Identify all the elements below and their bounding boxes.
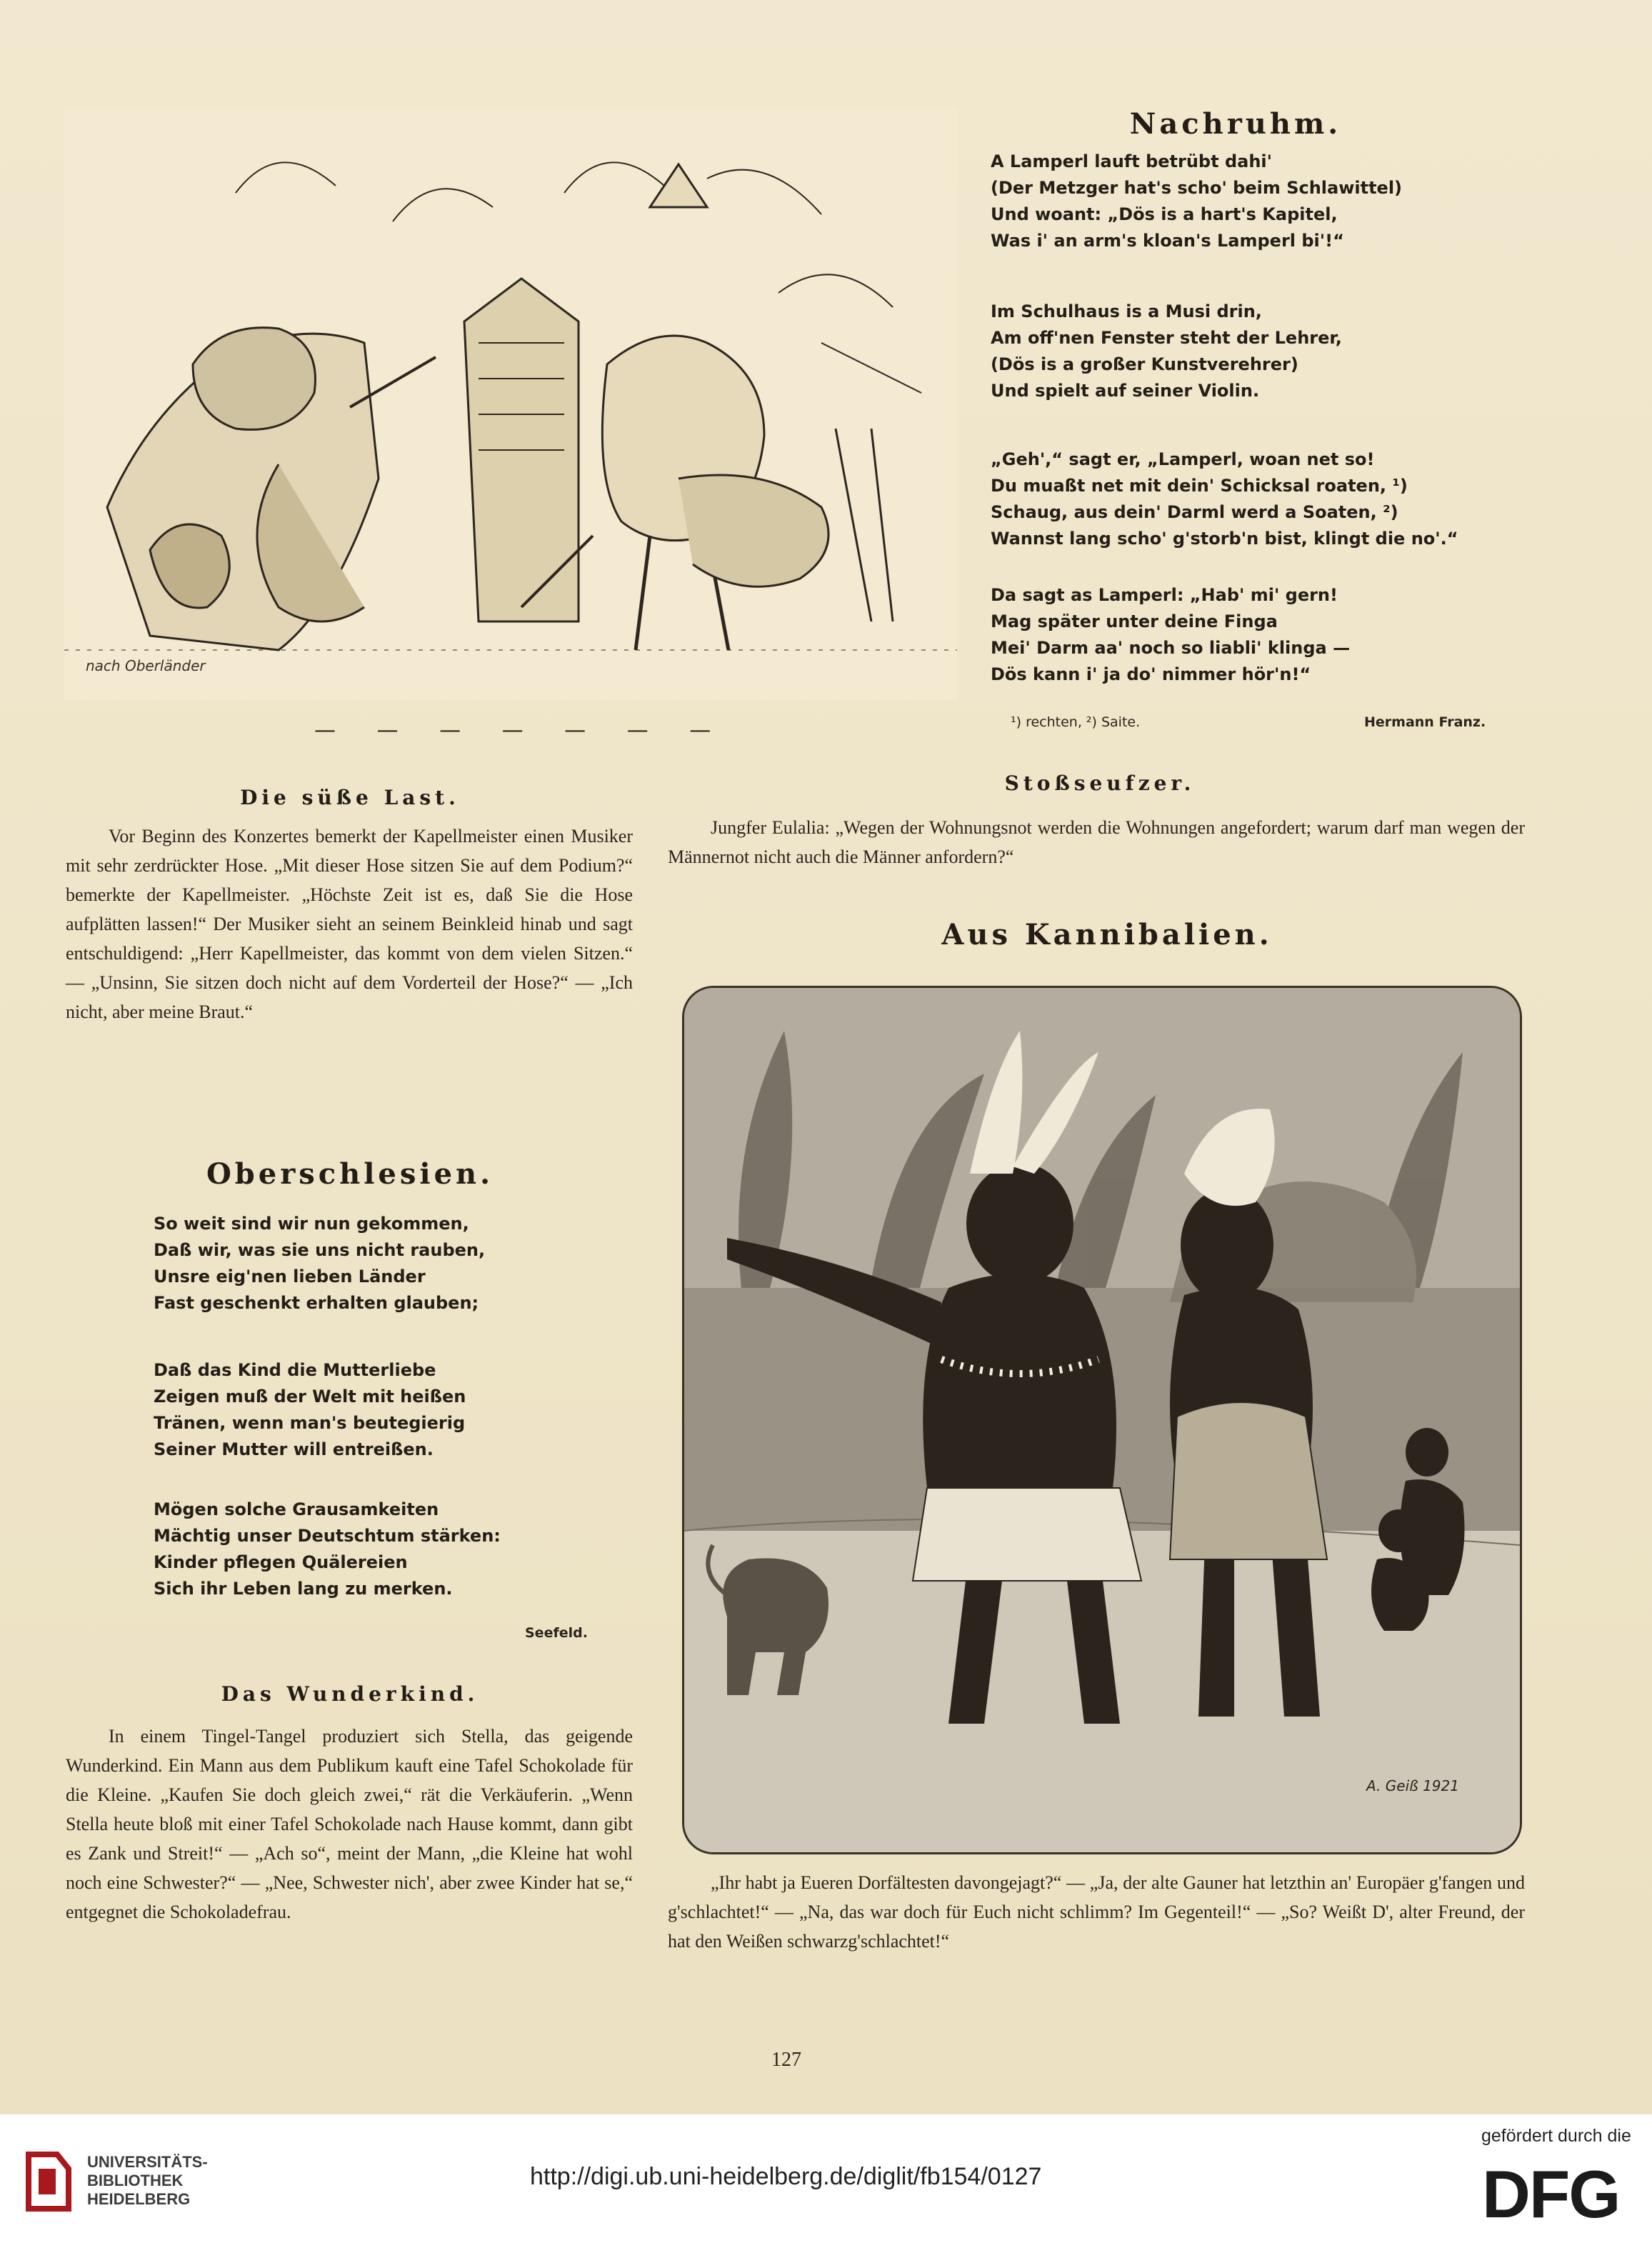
nachruhm-stanza bbox=[991, 299, 1342, 404]
illustration-signature: nach Oberländer bbox=[86, 657, 206, 674]
library-name bbox=[87, 2153, 208, 2209]
poem-line: Daß das Kind die Mutterliebe bbox=[154, 1360, 436, 1380]
nachruhm-stanza bbox=[991, 582, 1350, 688]
kannibalien-caption: „Ihr habt ja Eueren Dorfältesten davongejagt?“ — „Ja, der alte Gauner hat letzthin an' Europäer g'fangen und g'schlachtet!“ — „Na, das war doch für Euch nicht schlimm? Im Gegenteil!“ — „So? Weißt D', alter Freund, der hat den Weißen schwarzg'schlachtet!“ bbox=[668, 1872, 1525, 1952]
poem-line: A Lamperl lauft betrübt dahi' bbox=[991, 151, 1272, 171]
suesse-last-text: Vor Beginn des Konzertes bemerkt der Kapellmeister einen Musiker mit sehr zerdrückter Hose. „Mit dieser Hose sitzen Sie auf dem Podium?“ bemerkte der Kapellmeister. „Höchste Zeit ist es, daß Sie die Hose aufplätten lassen!“ Der Musiker sieht an seinem Beinkleid hinab und sagt entschuldigend: „Herr Kapellmeister, das kommt von dem vielen Sitzen.“ — „Unsinn, Sie sitzen doch nicht auf dem Vorderteil der Hose?“ — „Ich nicht, aber meine Braut.“ bbox=[66, 826, 633, 1022]
oberschlesien-title: Oberschlesien. bbox=[206, 1157, 494, 1191]
oberschlesien-stanza bbox=[154, 1211, 485, 1317]
stossseufzer-text: Jungfer Eulalia: „Wegen der Wohnungsnot werden die Wohnungen angefordert; warum darf man wegen der Männernot nicht auch die Männer anfordern?“ bbox=[668, 817, 1525, 867]
poem-line: Zeigen muß der Welt mit heißen bbox=[154, 1387, 466, 1407]
poem-line: So weit sind wir nun gekommen, bbox=[154, 1214, 469, 1234]
library-name-line: HEIDELBERG bbox=[87, 2190, 191, 2208]
oberschlesien-author: Seefeld. bbox=[525, 1625, 588, 1641]
nachruhm-stanza bbox=[991, 446, 1458, 552]
poem-line: Unsre eig'nen lieben Länder bbox=[154, 1267, 426, 1287]
wunderkind-title: Das Wunderkind. bbox=[221, 1682, 479, 1706]
kannibalien-title: Aus Kannibalien. bbox=[941, 918, 1273, 951]
poem-line: Sich ihr Leben lang zu merken. bbox=[154, 1579, 453, 1599]
nachruhm-title: Nachruhm. bbox=[1129, 107, 1342, 141]
funding-caption: gefördert durch die bbox=[1481, 2126, 1631, 2146]
dfg-logo: DFG bbox=[1482, 2157, 1620, 2232]
section-separator: — — — — — — — bbox=[314, 718, 729, 743]
kannibalien-illustration bbox=[682, 986, 1522, 1854]
poem-line: (Der Metzger hat's scho' beim Schlawittel) bbox=[991, 178, 1403, 198]
poem-line: Da sagt as Lamperl: „Hab' mi' gern! bbox=[991, 585, 1338, 605]
poem-line: Mächtig unser Deutschtum stärken: bbox=[154, 1526, 501, 1546]
poem-line: Dös kann i' ja do' nimmer hör'n!“ bbox=[991, 664, 1311, 684]
footer-bar bbox=[0, 2114, 1652, 2243]
poem-line: Fast geschenkt erhalten glauben; bbox=[154, 1293, 479, 1313]
poem-line: Am off'nen Fenster steht der Lehrer, bbox=[991, 328, 1342, 348]
oberschlesien-stanza bbox=[154, 1497, 501, 1602]
library-name-line: UNIVERSITÄTS- bbox=[87, 2153, 208, 2171]
poem-line: Wannst lang scho' g'storb'n bist, klingt die no'.“ bbox=[991, 529, 1458, 549]
poem-line: Mei' Darm aa' noch so liabli' klinga — bbox=[991, 638, 1351, 658]
poem-line: Du muaßt net mit dein' Schicksal roaten, ¹) bbox=[991, 476, 1408, 496]
poem-line: Schaug, aus dein' Darml werd a Soaten, ²) bbox=[991, 502, 1398, 522]
kannibalien-signature: A. Geiß 1921 bbox=[1366, 1777, 1459, 1794]
library-logo-icon bbox=[21, 2147, 76, 2219]
poem-line: Daß wir, was sie uns nicht rauben, bbox=[154, 1240, 486, 1260]
suesse-last-title: Die süße Last. bbox=[240, 786, 460, 809]
poem-line: Und woant: „Dös is a hart's Kapitel, bbox=[991, 204, 1338, 224]
poem-line: Im Schulhaus is a Musi drin, bbox=[991, 301, 1262, 321]
nachruhm-author: Hermann Franz. bbox=[1364, 714, 1486, 730]
nachruhm-stanza bbox=[991, 149, 1402, 254]
poem-line: Mag später unter deine Finga bbox=[991, 611, 1278, 631]
oberschlesien-stanza bbox=[154, 1357, 466, 1463]
top-illustration bbox=[64, 107, 957, 700]
wunderkind-text: In einem Tingel-Tangel produziert sich Stella, das geigende Wunderkind. Ein Mann aus dem Publikum kauft eine Tafel Schokolade für die Kleine. „Kaufen Sie doch gleich zwei,“ rät die Verkäuferin. „Wenn Stella heute bloß mit einer Tafel Schokolade nach Hause kommt, dann gibt es Zank und Streit!“ — „Ach so“, meint der Mann, „die Kleine hat wohl noch eine Schwester?“ — „Nee, Schwester nich', aber zwee Kinder hat se,“ entgegnet die Schokoladefrau. bbox=[66, 1726, 633, 1922]
poem-line: „Geh',“ sagt er, „Lamperl, woan net so! bbox=[991, 449, 1375, 469]
permalink-url[interactable]: http://digi.ub.uni-heidelberg.de/diglit/fb154/0127 bbox=[530, 2163, 1042, 2190]
poem-line: Kinder pflegen Quälereien bbox=[154, 1552, 408, 1572]
poem-line: Tränen, wenn man's beutegierig bbox=[154, 1413, 466, 1433]
poem-line: (Dös is a großer Kunstverehrer) bbox=[991, 354, 1298, 374]
poem-line: Und spielt auf seiner Violin. bbox=[991, 381, 1260, 401]
stossseufzer-title: Stoßseufzer. bbox=[1004, 771, 1196, 795]
poem-line: Mögen solche Grausamkeiten bbox=[154, 1499, 439, 1519]
library-name-line: BIBLIOTHEK bbox=[87, 2172, 184, 2189]
poem-line: Seiner Mutter will entreißen. bbox=[154, 1439, 434, 1459]
poem-line: Was i' an arm's kloan's Lamperl bi'!“ bbox=[991, 231, 1344, 251]
page-number: 127 bbox=[771, 2049, 801, 2071]
nachruhm-footnote: ¹) rechten, ²) Saite. bbox=[1011, 714, 1141, 730]
